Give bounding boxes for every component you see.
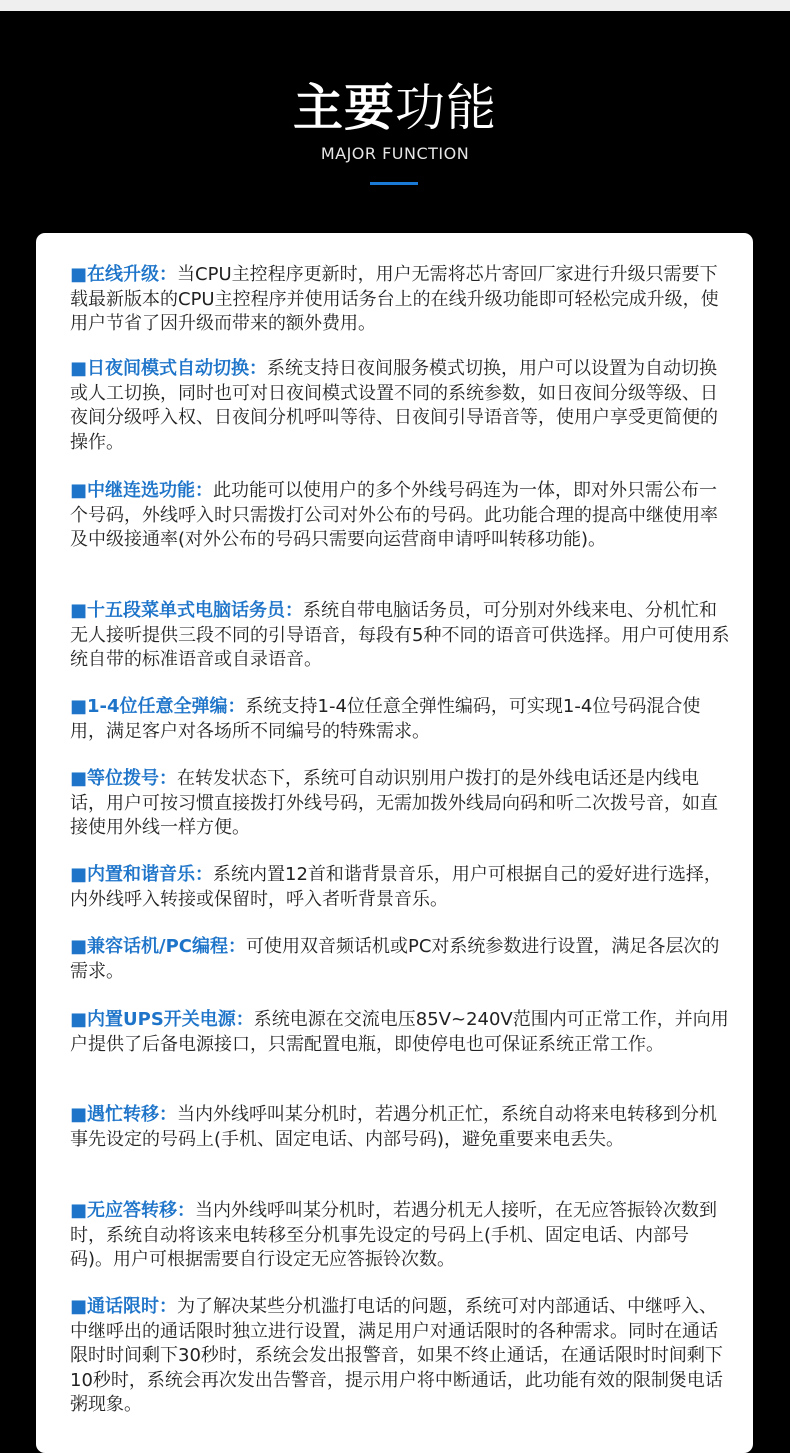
feature-label: ■内置UPS开关电源： (70, 1009, 254, 1030)
feature-programming (70, 935, 730, 984)
accent-bar (370, 182, 418, 185)
header (0, 11, 790, 233)
feature-text: 系统内置12首和谐背景音乐，用户可根据自己的爱好进行选择，内外线呼入转接或保留时，呼入者听背景音乐。 (70, 864, 722, 910)
feature-label: ■兼容话机/PC编程： (70, 936, 246, 957)
feature-equal-dialing (70, 767, 730, 841)
page-subtitle: MAJOR FUNCTION (320, 144, 470, 163)
feature-text: 为了解决某些分机滥打电话的问题，系统可对内部通话、中继呼入、中继呼出的通话限时独立进行设置，满足用户对通话限时的各种需求。同时在通话限时时间剩下30秒时，系统会发出报警音，如果不终止通话，在通话限时时间剩下10秒时，系统会再次发出告警音，提示用户将中断通话，此功能有效的限制煲电话粥现象。 (70, 1296, 723, 1415)
feature-ups-power (70, 1008, 730, 1057)
feature-label: ■在线升级： (70, 264, 178, 285)
feature-text: 系统自带电脑话务员，可分别对外线来电、分机忙和无人接听提供三段不同的引导语音，每段有5种不同的语音可供选择。用户可使用系统自带的标准语音或自录语音。 (70, 600, 730, 670)
feature-text: 在转发状态下，系统可自动识别用户拨打的是外线电话还是内线电话，用户可按习惯直接拨打外线号码，无需加拨外线局向码和听二次拨号音，如直接使用外线一样方便。 (70, 768, 718, 838)
feature-text: 当CPU主控程序更新时，用户无需将芯片寄回厂家进行升级只需要下载最新版本的CPU主控程序并使用话务台上的在线升级功能即可轻松完成升级，使用户节省了因升级而带来的额外费用。 (70, 264, 719, 334)
page-title-bold: 主要 (293, 79, 395, 137)
feature-flexible-numbering (70, 695, 730, 744)
page-title-light: 功能 (395, 79, 497, 137)
feature-label: ■内置和谐音乐： (70, 864, 214, 885)
feature-text: 系统电源在交流电压85V~240V范围内可正常工作，并向用户提供了后备电源接口，只需配置电瓶，即使停电也可保证系统正常工作。 (70, 1009, 729, 1055)
feature-text: 系统支持日夜间服务模式切换，用户可以设置为自动切换或人工切换，同时也可对日夜间模式设置不同的系统参数，如日夜间分级等级、日夜间分级呼入权、日夜间分机呼叫等待、日夜间引导语音等，使用户享受更简便的操作。 (70, 358, 718, 453)
feature-label: ■通话限时： (70, 1296, 178, 1317)
feature-day-night-mode (70, 357, 730, 455)
feature-label: ■无应答转移： (70, 1200, 196, 1221)
features-card (36, 233, 753, 1453)
feature-trunk-hunting (70, 479, 730, 553)
feature-no-answer-forward (70, 1199, 730, 1273)
feature-text: 可使用双音频话机或PC对系统参数进行设置，满足各层次的需求。 (70, 936, 720, 982)
feature-label: ■十五段菜单式电脑话务员： (70, 600, 304, 621)
feature-text: 系统支持1-4位任意全弹性编码，可实现1-4位号码混合使用，满足客户对各场所不同编号的特殊需求。 (70, 696, 701, 742)
feature-busy-forward (70, 1103, 730, 1152)
feature-call-time-limit (70, 1295, 730, 1418)
feature-text: 当内外线呼叫某分机时，若遇分机无人接听，在无应答振铃次数到时，系统自动将该来电转移至分机事先设定的号码上(手机、固定电话、内部号码)。用户可根据需要自行设定无应答振铃次数。 (70, 1200, 718, 1270)
top-strip (0, 0, 790, 11)
feature-label: ■等位拨号： (70, 768, 178, 789)
feature-label: ■日夜间模式自动切换： (70, 358, 268, 379)
feature-background-music (70, 863, 730, 912)
feature-label: ■遇忙转移： (70, 1104, 178, 1125)
feature-text: 当内外线呼叫某分机时，若遇分机正忙，系统自动将来电转移到分机事先设定的号码上(手机、固定电话、内部号码)，避免重要来电丢失。 (70, 1104, 718, 1150)
feature-text: 此功能可以使用户的多个外线号码连为一体，即对外只需公布一个号码，外线呼入时只需拨打公司对外公布的号码。此功能合理的提高中继使用率及中级接通率(对外公布的号码只需要向运营商申请呼叫转移功能)。 (70, 480, 718, 550)
feature-label: ■中继连选功能： (70, 480, 214, 501)
feature-label: ■1-4位任意全弹编： (70, 696, 246, 717)
feature-online-upgrade (70, 263, 730, 337)
page-title (0, 79, 790, 137)
feature-auto-attendant (70, 599, 730, 673)
